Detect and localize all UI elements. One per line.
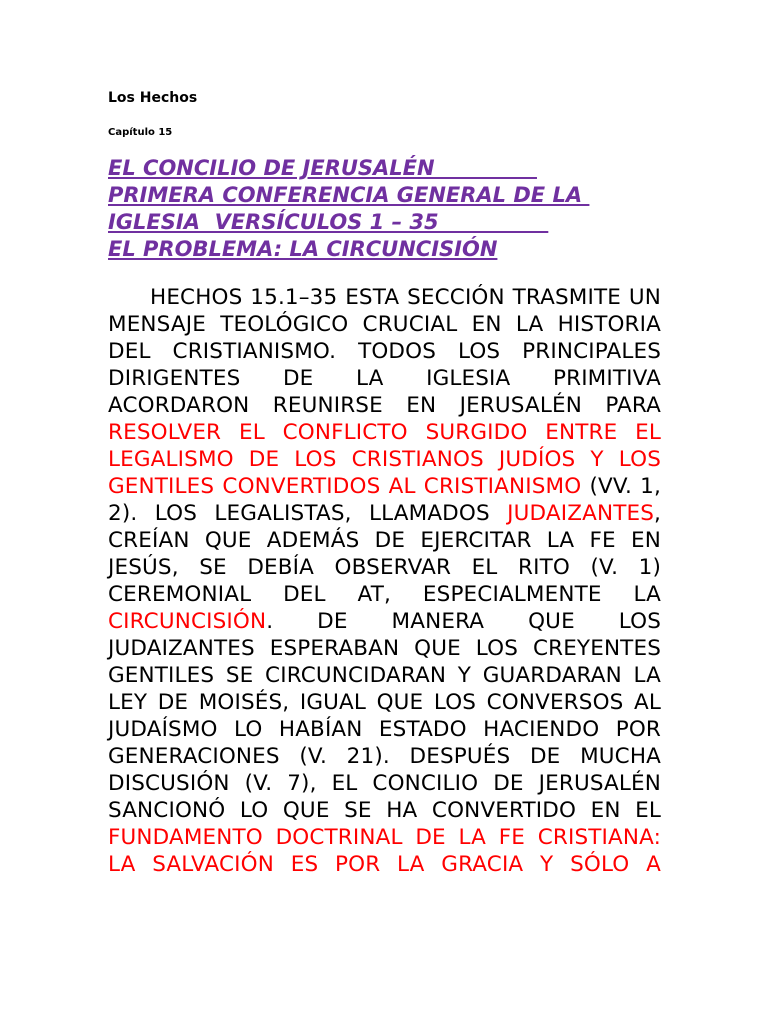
section-headings bbox=[108, 155, 668, 263]
highlight-text: JUDAIZANTES bbox=[507, 501, 655, 526]
book-title: Los Hechos bbox=[108, 90, 198, 106]
body-text-segment: (VV. 1, 2). LOS LEGALISTAS, LLAMADOS bbox=[108, 474, 661, 526]
heading-line-4: EL PROBLEMA: LA CIRCUNCISIÓN bbox=[108, 237, 498, 261]
body-text-segment: HECHOS 15.1–35 ESTA SECCIÓN TRASMITE UN MENSAJE TEOLÓGICO CRUCIAL EN LA HISTORIA DEL CRISTIANISMO. TODOS LOS PRINCIPALES DIRIGENTES DE LA IGLESIA PRIMITIVA ACORDARON REUNIRSE EN JERUSALÉN PARA bbox=[108, 285, 661, 418]
heading-line-1: EL CONCILIO DE JERUSALÉN bbox=[108, 156, 537, 180]
chapter-label: Capítulo 15 bbox=[108, 127, 173, 138]
body-paragraph bbox=[108, 284, 661, 878]
highlight-text: RESOLVER EL CONFLICTO SURGIDO ENTRE EL LEGALISMO DE LOS CRISTIANOS JUDÍOS Y LOS GENTILES CONVERTIDOS AL CRISTIANISMO bbox=[108, 420, 661, 499]
highlight-text: FUNDAMENTO DOCTRINAL DE LA FE CRISTIANA: LA SALVACIÓN ES POR LA GRACIA Y SÓLO A bbox=[108, 825, 661, 877]
body-text-segment: , CREÍAN QUE ADEMÁS DE EJERCITAR LA FE EN JESÚS, SE DEBÍA OBSERVAR EL RITO (V. 1) CEREMONIAL DEL AT, ESPECIALMENTE LA bbox=[108, 501, 661, 607]
heading-line-2: PRIMERA CONFERENCIA GENERAL DE LA bbox=[108, 183, 590, 207]
highlight-text: CIRCUNCISIÓN bbox=[108, 609, 267, 634]
heading-line-3: IGLESIA VERSÍCULOS 1 – 35 bbox=[108, 210, 549, 234]
body-text-segment: . DE MANERA QUE LOS JUDAIZANTES ESPERABAN QUE LOS CREYENTES GENTILES SE CIRCUNCIDARAN Y GUARDARAN LA LEY DE MOISÉS, IGUAL QUE LOS CONVERSOS AL JUDAÍSMO LO HABÍAN ESTADO HACIENDO POR GENERACIONES (V. 21). DESPUÉS DE MUCHA DISCUSIÓN (V. 7), EL CONCILIO DE JERUSALÉN SANCIONÓ LO QUE SE HA CONVERTIDO EN EL bbox=[108, 609, 661, 823]
